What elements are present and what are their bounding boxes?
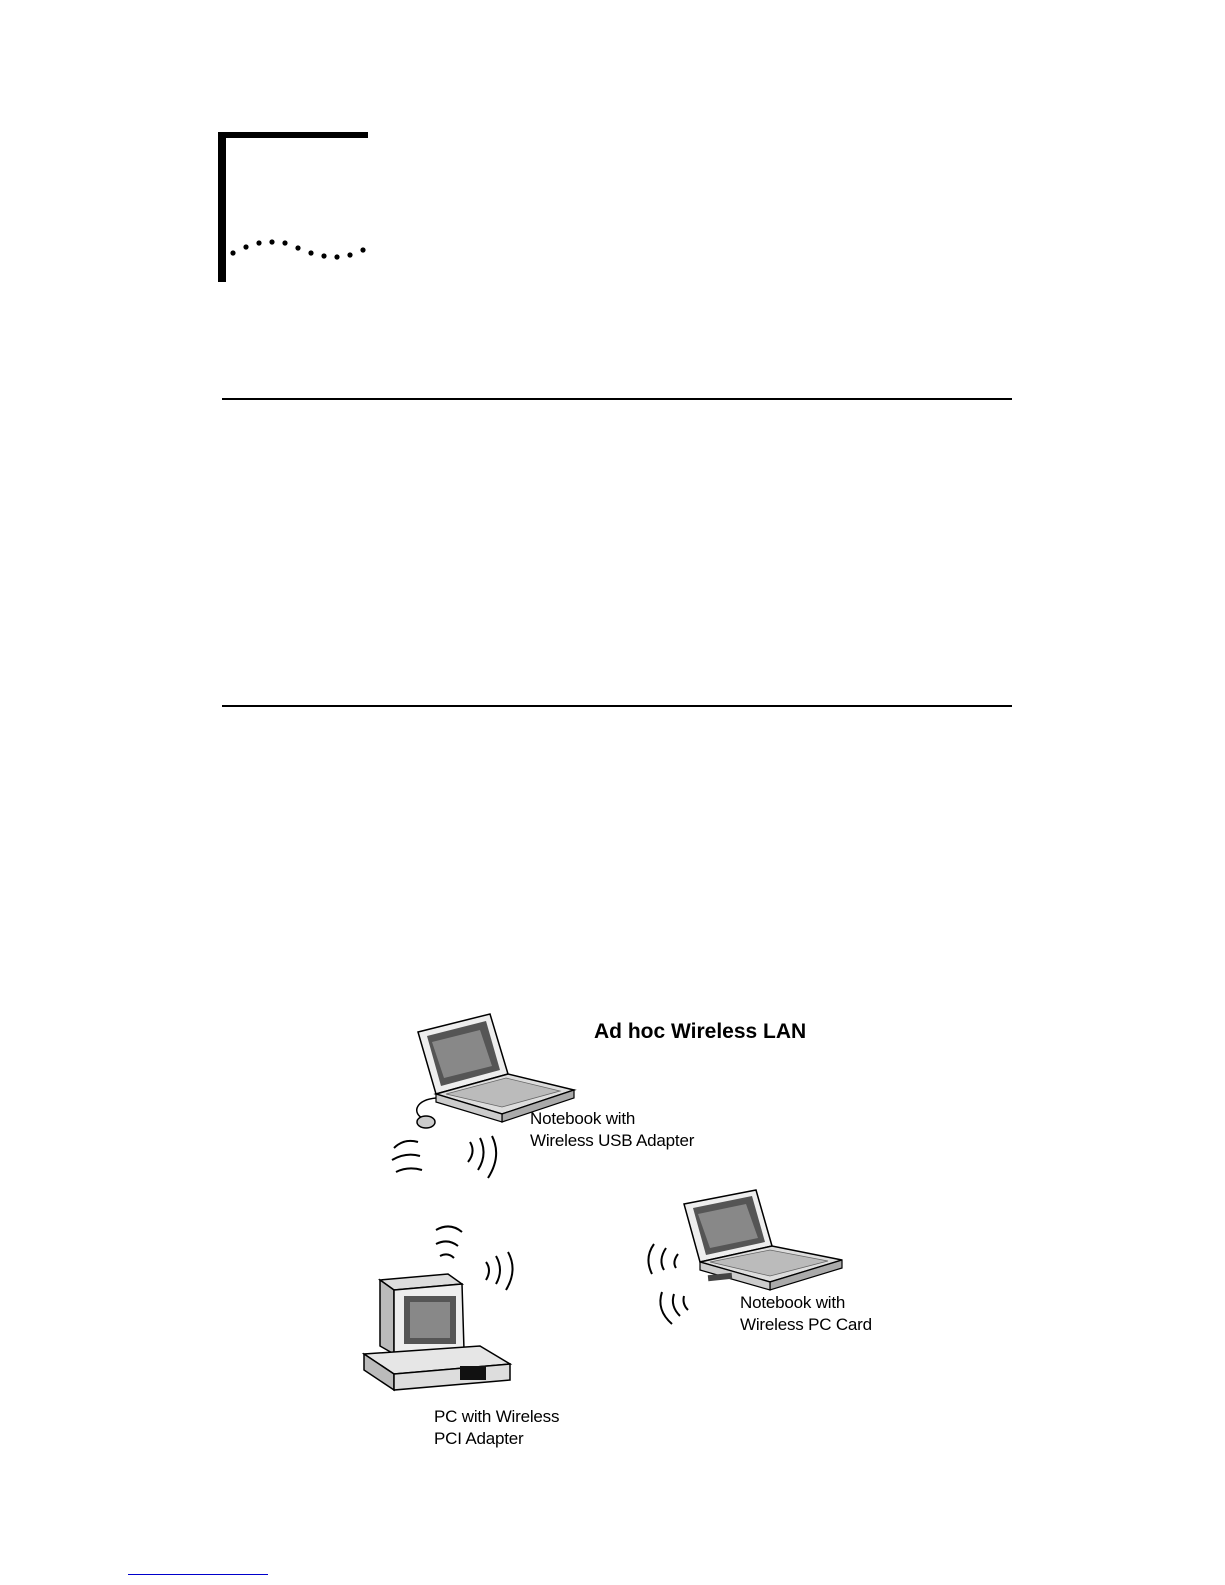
wireless-signal-icon xyxy=(642,1238,712,1333)
footer-link-underline xyxy=(128,1574,268,1575)
notebook-usb-label-line2: Wireless USB Adapter xyxy=(530,1131,695,1150)
notebook-usb-label-line1: Notebook with xyxy=(530,1109,636,1128)
diagram-title: Ad hoc Wireless LAN xyxy=(594,1020,807,1043)
section-rule-top xyxy=(222,398,1012,400)
notebook-pccard-label-line2: Wireless PC Card xyxy=(740,1315,872,1334)
ad-hoc-wlan-diagram xyxy=(360,1000,1000,1490)
pc-pci-label-line1: PC with Wireless xyxy=(434,1407,560,1426)
wireless-signal-icon xyxy=(388,1128,508,1188)
desktop-pc-icon xyxy=(360,1270,530,1410)
notebook-pccard-label-line1: Notebook with xyxy=(740,1293,846,1312)
section-rule-bottom xyxy=(222,705,1012,707)
pc-pci-label-line2: PCI Adapter xyxy=(434,1429,524,1448)
chapter-corner-mark xyxy=(218,132,378,284)
